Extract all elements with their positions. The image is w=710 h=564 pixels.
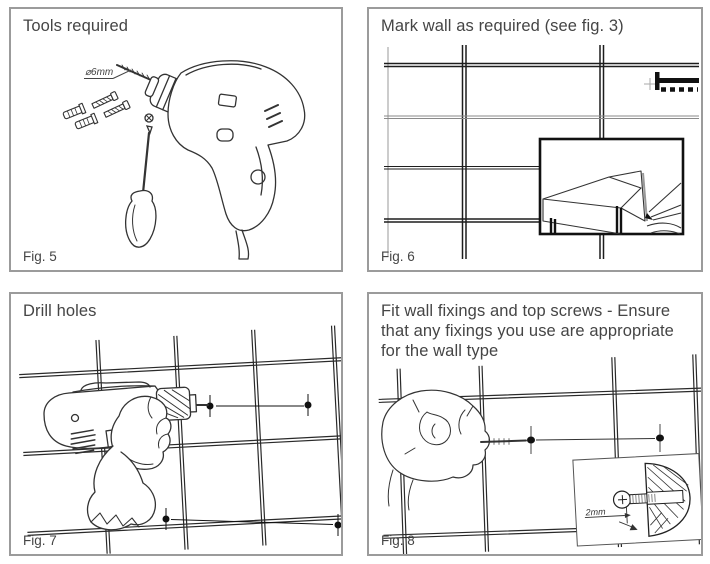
screwdriver-illustration (126, 114, 156, 247)
drill-holes-illustration (11, 294, 341, 554)
panel-tools-required (9, 7, 343, 272)
pencil-mark (644, 72, 699, 90)
figure-caption: Fig. 8 (381, 533, 415, 548)
figure-caption: Fig. 7 (23, 533, 57, 548)
tools-illustration (11, 9, 341, 270)
panel-title: Tools required (23, 17, 129, 35)
figure-caption: Fig. 6 (381, 249, 415, 264)
panel-title: Fit wall fixings and top screws - Ensure that any fixings you use are appropriate for the wall type (381, 302, 674, 361)
screw-gap-text: 2mm (585, 506, 606, 518)
screws-and-plugs (62, 91, 130, 130)
wall-fixings (527, 424, 664, 454)
panel-title: Mark wall as required (see fig. 3) (381, 17, 624, 35)
panel-mark-wall (367, 7, 703, 272)
panel-fit-fixings (367, 292, 703, 556)
drill-bit-diameter-text: ⌀6mm (85, 67, 114, 78)
marking-detail-inset (540, 139, 683, 234)
screw-depth-inset (573, 454, 701, 546)
mark-wall-illustration (369, 9, 701, 270)
panel-title: Drill holes (23, 302, 97, 320)
figure-caption: Fig. 5 (23, 249, 57, 264)
panel-drill-holes (9, 292, 343, 556)
hand-with-screw (382, 390, 526, 510)
